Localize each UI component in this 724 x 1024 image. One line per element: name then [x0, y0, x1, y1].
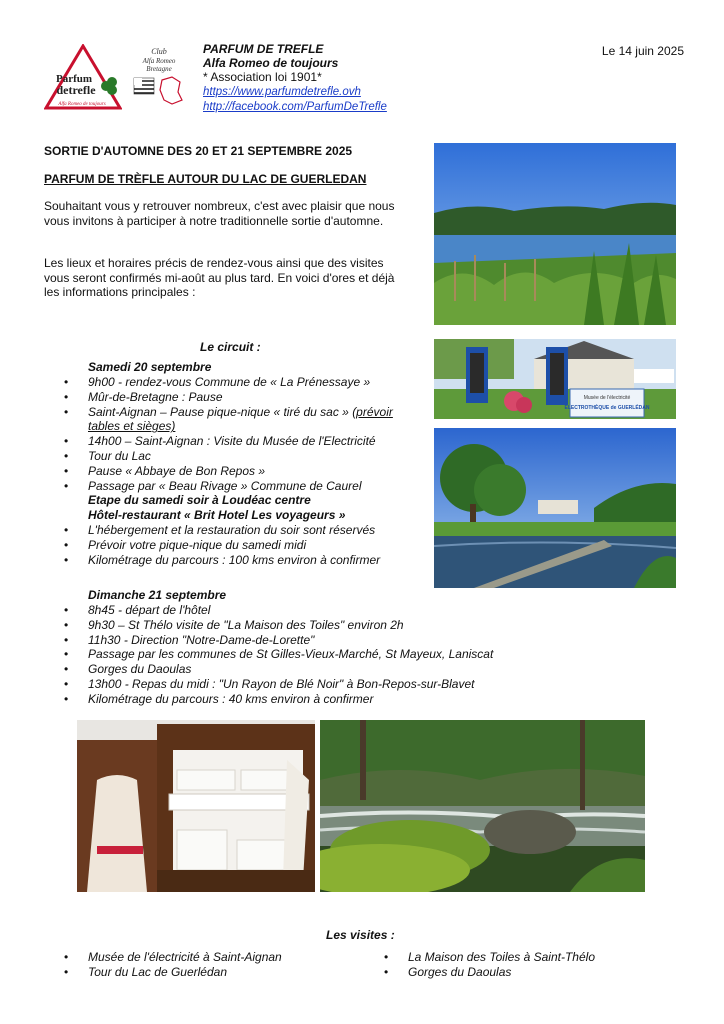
- list-item: • Passage par les communes de St Gilles-Vieux-Marché, St Mayeux, Laniscat: [64, 647, 524, 662]
- gorges-daoulas-photo: [320, 720, 645, 892]
- visites-title: Les visites :: [326, 928, 395, 942]
- event-title: SORTIE D'AUTOMNE DES 20 ET 21 SEPTEMBRE 2025: [44, 144, 353, 158]
- list-item: • 13h00 - Repas du midi : "Un Rayon de Blé Noir" à Bon-Repos-sur-Blavet: [64, 677, 524, 692]
- electricity-museum-photo: [434, 339, 676, 419]
- list-item: • La Maison des Toiles à Saint-Thélo: [384, 950, 684, 965]
- maison-des-toiles-photo: [77, 720, 315, 892]
- list-item: • L'hébergement et la restauration du soir sont réservés: [64, 523, 424, 538]
- svg-text:Bretagne: Bretagne: [146, 65, 172, 73]
- list-item: • Passage par « Beau Rivage » Commune de Caurel: [64, 479, 424, 494]
- list-item: • Mûr-de-Bretagne : Pause: [64, 390, 424, 405]
- picnic-note: (prévoir tables et sièges): [88, 404, 393, 434]
- list-item: • Musée de l'électricité à Saint-Aignan: [64, 950, 364, 965]
- list-item: • Kilométrage du parcours : 40 kms environ à confirmer: [64, 692, 524, 707]
- visites-left-list: [64, 950, 364, 980]
- list-item: • Saint-Aignan – Pause pique-nique « tiré du sac » (prévoir tables et sièges): [64, 405, 424, 435]
- sunday-list: [64, 603, 524, 707]
- facebook-link[interactable]: http://facebook.com/ParfumDeTrefle: [203, 101, 387, 113]
- org-name: PARFUM DE TREFLE: [203, 42, 324, 56]
- stage-line-2: Hôtel-restaurant « Brit Hotel Les voyageurs »: [88, 508, 346, 523]
- list-item: • 14h00 – Saint-Aignan : Visite du Musée de l'Electricité: [64, 434, 424, 449]
- list-item: • 11h30 - Direction "Notre-Dame-de-Lorette": [64, 633, 524, 648]
- logo-text: Parfum: [55, 73, 93, 85]
- abbey-river-photo: [434, 428, 676, 588]
- intro-paragraph-1: Souhaitant vous y retrouver nombreux, c'est avec plaisir que nous vous invitons à participer à notre traditionnelle sortie d'automne.: [44, 199, 395, 228]
- stage-line-1: Etape du samedi soir à Loudéac centre: [88, 493, 311, 508]
- lake-photo: [434, 143, 676, 325]
- list-item: • Tour du Lac de Guerlédan: [64, 965, 364, 980]
- tagline: Alfa Romeo de toujours: [203, 56, 339, 70]
- sunday-title: Dimanche 21 septembre: [88, 588, 227, 602]
- breton-flag-icon: [134, 78, 154, 94]
- france-map-icon: [160, 77, 182, 104]
- list-item: • 9h00 - rendez-vous Commune de « La Prénessaye »: [64, 375, 424, 390]
- svg-text:Alfa Romeo: Alfa Romeo: [142, 57, 176, 65]
- list-item: • Pause « Abbaye de Bon Repos »: [64, 464, 424, 479]
- list-item: • Tour du Lac: [64, 449, 424, 464]
- list-item: • Kilométrage du parcours : 100 kms environ à confirmer: [64, 553, 424, 568]
- visites-right-list: [384, 950, 684, 980]
- list-item: • Gorges du Daoulas: [384, 965, 684, 980]
- list-item: • 8h45 - départ de l'hôtel: [64, 603, 524, 618]
- saturday-title: Samedi 20 septembre: [88, 360, 212, 374]
- saturday-list: [64, 375, 424, 567]
- association-label: * Association loi 1901*: [203, 70, 322, 84]
- circuit-title: Le circuit :: [200, 340, 261, 354]
- parfum-de-trefle-logo: [44, 44, 122, 112]
- website-link[interactable]: https://www.parfumdetrefle.ovh: [203, 86, 361, 98]
- svg-text:ELECTROTHÈQUE de GUERLÉDAN: ELECTROTHÈQUE de GUERLÉDAN: [564, 405, 650, 411]
- list-item: • Gorges du Daoulas: [64, 662, 524, 677]
- document-date: Le 14 juin 2025: [601, 44, 684, 58]
- list-item: • 9h30 – St Thélo visite de "La Maison des Toiles" environ 2h: [64, 618, 524, 633]
- svg-text:Alfa Romeo de toujours: Alfa Romeo de toujours: [58, 102, 106, 107]
- svg-text:detrefle: detrefle: [56, 83, 96, 97]
- svg-text:Musée de l'électricité: Musée de l'électricité: [583, 395, 631, 401]
- svg-text:Club: Club: [151, 47, 167, 56]
- club-alfa-romeo-bretagne-logo: [128, 44, 190, 108]
- intro-paragraph-2: Les lieux et horaires précis de rendez-vous ainsi que des visites vous seront confirmés mi-août au plus tard. En voici d'ores et déjà les informations principales :: [44, 256, 395, 299]
- event-subtitle: PARFUM DE TRÈFLE AUTOUR DU LAC DE GUERLEDAN: [44, 172, 367, 186]
- list-item: • Prévoir votre pique-nique du samedi midi: [64, 538, 424, 553]
- header-block: [203, 42, 387, 114]
